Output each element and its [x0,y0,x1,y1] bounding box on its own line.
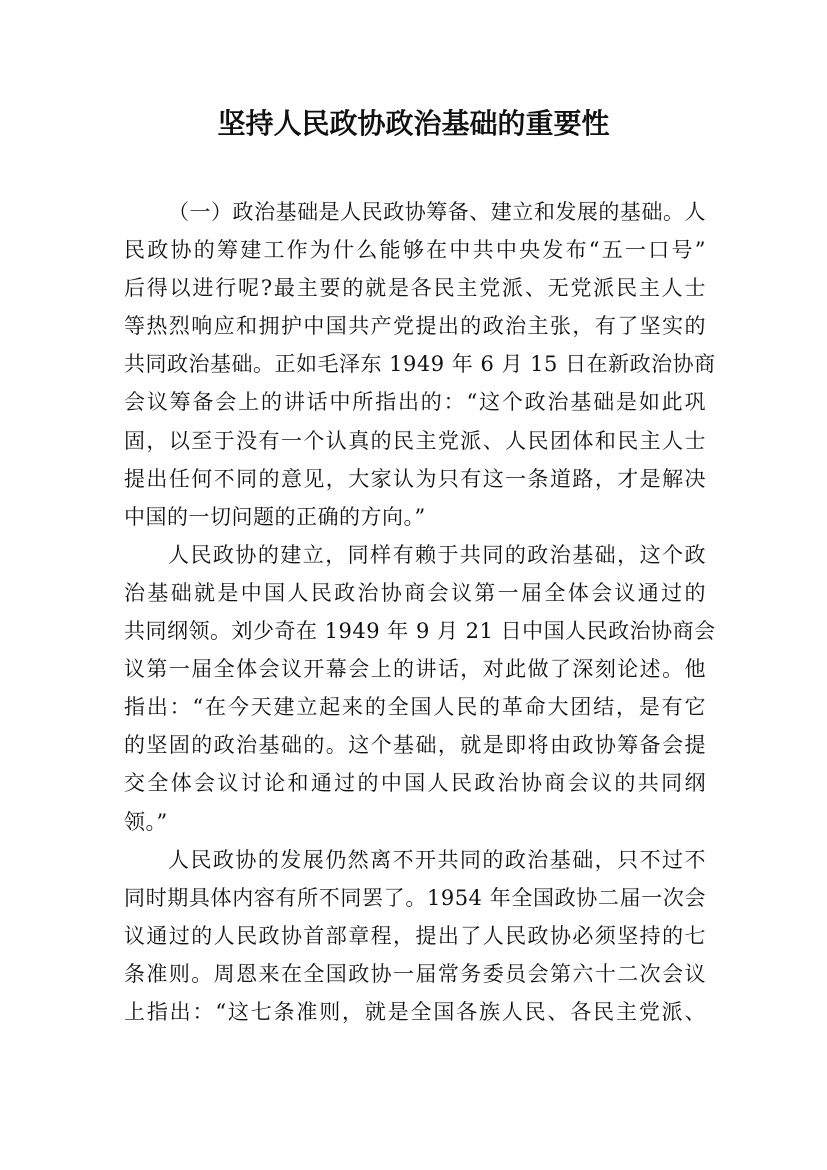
text-line: 治基础就是中国人民政治协商会议第一届全体会议通过的 [124,580,706,605]
text-line: 议通过的人民政协首部章程，提出了人民政协必须坚持的七 [124,923,706,948]
text-line: 民政协的筹建工作为什么能够在中共中央发布“五一口号” [124,238,706,263]
text-line: 人民政协的建立，同样有赖于共同的政治基础，这个政 [168,542,706,567]
text-line: 等热烈响应和拥护中国共产党提出的政治主张，有了坚实的 [124,314,706,339]
text-line: 中国的一切问题的正确的方向。” [124,504,426,529]
text-line: 条准则。周恩来在全国政协一届常务委员会第六十二次会议 [124,961,706,986]
text-line: 交全体会议讨论和通过的中国人民政治协商会议的共同纲 [124,771,706,796]
text-line: （一）政治基础是人民政协筹备、建立和发展的基础。人 [168,200,706,224]
text-line: 提出任何不同的意见，大家认为只有这一条道路，才是解决 [124,466,706,491]
document-body [124,193,716,1031]
text-line: 会议筹备会上的讲话中所指出的：“这个政治基础是如此巩 [124,390,706,415]
text-line: 固，以至于没有一个认真的民主党派、人民团体和民主人士 [124,428,706,453]
text-line: 共同纲领。刘少奇在 1949 年 9 月 21 日中国人民政治协商会 [124,619,716,644]
text-line: 后得以进行呢?最主要的就是各民主党派、无党派民主人士 [124,276,706,301]
text-line: 同时期具体内容有所不同罢了。1954 年全国政协二届一次会 [124,885,706,910]
text-line: 领。” [124,809,168,834]
text-line: 共同政治基础。正如毛泽东 1949 年 6 月 15 日在新政治协商 [124,352,716,377]
text-line: 的坚固的政治基础的。这个基础，就是即将由政协筹备会提 [124,733,706,758]
text-line: 上指出：“这七条准则，就是全国各族人民、各民主党派、 [124,999,706,1024]
text-line: 指出：“在今天建立起来的全国人民的革命大团结，是有它 [124,695,706,720]
text-line: 议第一届全体会议开幕会上的讲话，对此做了深刻论述。他 [124,657,706,682]
text-line: 人民政协的发展仍然离不开共同的政治基础，只不过不 [168,847,706,872]
document-title: 坚持人民政协政治基础的重要性 [217,107,610,140]
